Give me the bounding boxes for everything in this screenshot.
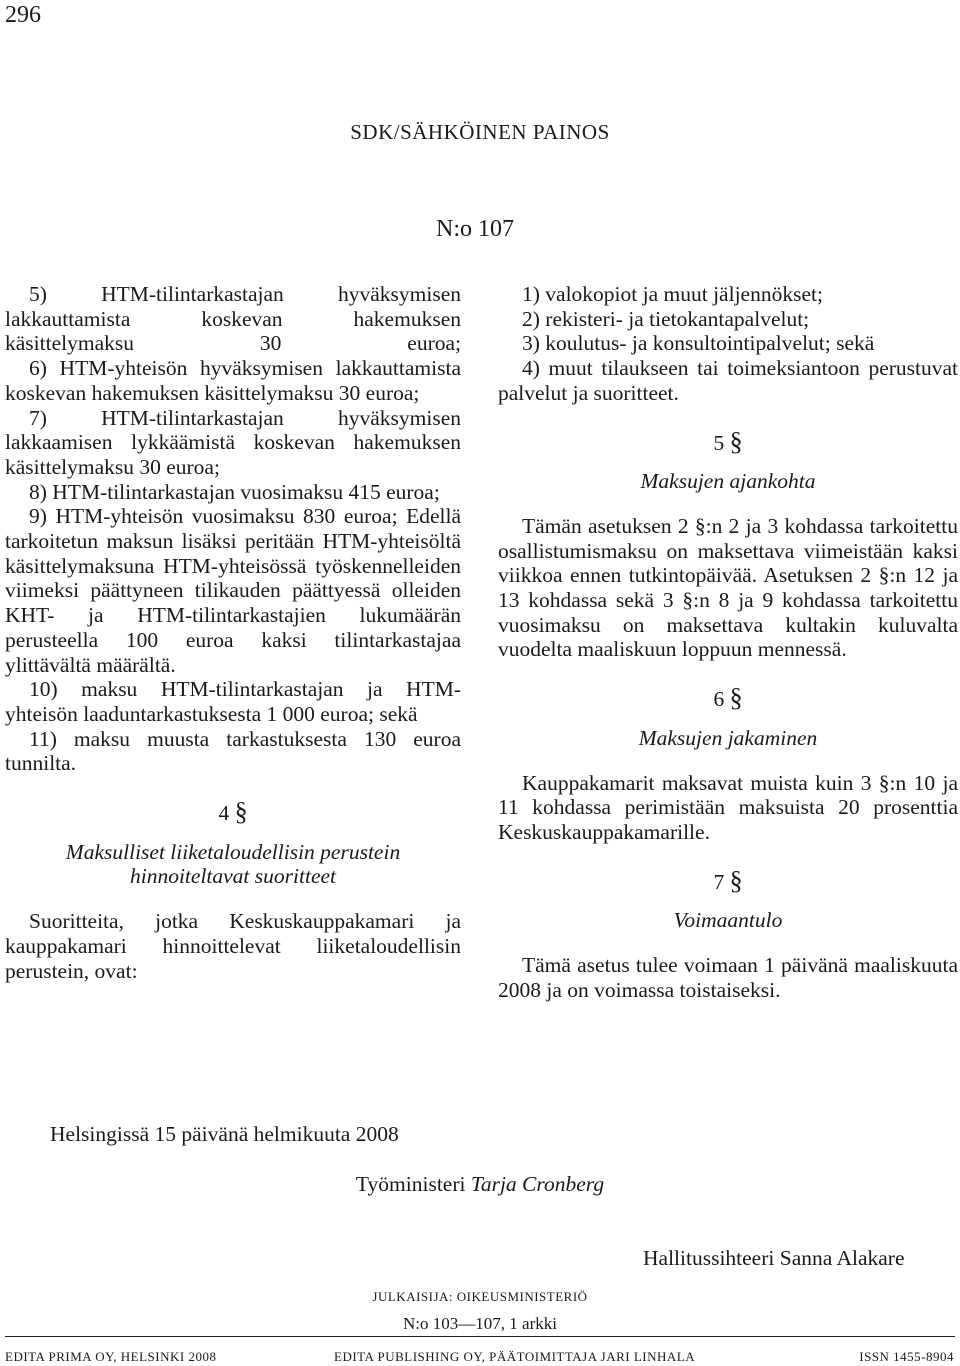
minister-signature	[0, 1172, 960, 1197]
issue-info: N:o 103—107, 1 arkki	[403, 1314, 557, 1333]
place-date: Helsingissä 15 päivänä helmikuuta 2008	[50, 1122, 399, 1146]
section-5-text: Tämän asetuksen 2 §:n 2 ja 3 kohdassa tarkoitettu osallistumismaksu on maksettava viimeistään kaksi viikkoa ennen tutkintopäivää. Asetuksen 2 §:n 12 ja 13 kohdassa sekä 3 §:n 8 ja 9 kohdassa tarkoitettu vuosimaksu on maksettava kultakin kuluvalta vuodelta maaliskuun loppuun mennessä.	[498, 513, 958, 662]
section-sign: §	[729, 683, 743, 713]
section-6-heading	[498, 683, 958, 713]
list-item: 10) maksu HTM-tilintarkastajan ja HTM-yhteisön laaduntarkastuksesta 1 000 euroa; sekä	[5, 677, 461, 726]
footer-divider	[5, 1336, 955, 1337]
footer-printer: EDITA PRIMA OY, HELSINKI 2008	[5, 1349, 217, 1364]
list-item: 9) HTM-yhteisön vuosimaksu 830 euroa; Edellä tarkoitetun maksun lisäksi peritään HTM-yhteisöltä käsittelymaksuna HTM-yhteisössä työskennelleiden viimeksi päättyneen tilikauden päättyessä olleiden KHT- ja HTM-tilintarkastajien lukumäärän perusteella 100 euroa kaksi tilintarkastajaa ylittävältä määrältä.	[5, 504, 461, 677]
section-4-heading	[5, 797, 461, 827]
right-column	[498, 282, 958, 1002]
list-item: 2) rekisteri- ja tietokantapalvelut;	[522, 306, 810, 331]
list-item: 8) HTM-tilintarkastajan vuosimaksu 415 euroa;	[29, 479, 440, 504]
minister-name: Tarja Cronberg	[470, 1172, 605, 1196]
section-4-title: Maksulliset liiketaloudellisin perustein hinnoiteltavat suoritteet	[65, 839, 401, 889]
section-4-text: Suoritteita, jotka Keskuskauppakamari ja kauppakamari hinnoittelevat liiketaloudellisin perustein, ovat:	[5, 909, 461, 983]
section-5-title: Maksujen ajankohta	[640, 469, 816, 494]
list-item: 7) HTM-tilintarkastajan hyväksymisen lakkaamisen lykkäämistä koskevan hakemuksen käsittelymaksu 30 euroa;	[5, 405, 461, 479]
list-item: 4) muut tilaukseen tai toimeksiantoon perustuvat palvelut ja suoritteet.	[498, 356, 958, 405]
section-7-title: Voimaantulo	[673, 908, 783, 933]
section-7-heading	[498, 865, 958, 895]
footer-issn: ISSN 1455-8904	[859, 1349, 954, 1364]
section-sign: §	[729, 865, 743, 895]
list-item: 1) valokopiot ja muut jäljennökset;	[522, 282, 823, 306]
minister-title: Työministeri	[355, 1172, 466, 1196]
list-item: 6) HTM-yhteisön hyväksymisen lakkauttamista koskevan hakemuksen käsittelymaksu 30 euroa;	[5, 356, 461, 405]
footer-publisher: EDITA PUBLISHING OY, PÄÄTOIMITTAJA JARI LINHALA	[334, 1349, 696, 1364]
publisher: JULKAISIJA: OIKEUSMINISTERIÖ	[372, 1289, 588, 1304]
left-column	[5, 282, 461, 983]
list-item: 3) koulutus- ja konsultointipalvelut; sekä	[522, 331, 875, 356]
official-signature: Hallitussihteeri Sanna Alakare	[643, 1246, 905, 1270]
section-number: 7	[713, 869, 725, 894]
section-5-heading	[498, 426, 958, 456]
statute-number: N:o 107	[436, 216, 514, 242]
section-number: 5	[713, 430, 725, 455]
section-6-text: Kauppakamarit maksavat muista kuin 3 §:n 10 ja 11 kohdassa perimistään maksuista 20 prosenttia Keskuskauppakamarille.	[498, 770, 958, 844]
section-6-title: Maksujen jakaminen	[638, 725, 818, 750]
page-number: 296	[5, 2, 41, 28]
list-item: 5) HTM-tilintarkastajan hyväksymisen lakkauttamista koskevan hakemuksen käsittelymaksu 30 euroa;	[5, 282, 461, 356]
section-7-text: Tämä asetus tulee voimaan 1 päivänä maaliskuuta 2008 ja on voimassa toistaiseksi.	[498, 953, 958, 1002]
list-item: 11) maksu muusta tarkastuksesta 130 euroa tunnilta.	[5, 726, 461, 776]
section-number: 4	[218, 801, 230, 826]
header-title: SDK/SÄHKÖINEN PAINOS	[350, 120, 610, 144]
section-sign: §	[729, 426, 743, 456]
section-number: 6	[713, 687, 725, 712]
section-sign: §	[234, 797, 248, 827]
